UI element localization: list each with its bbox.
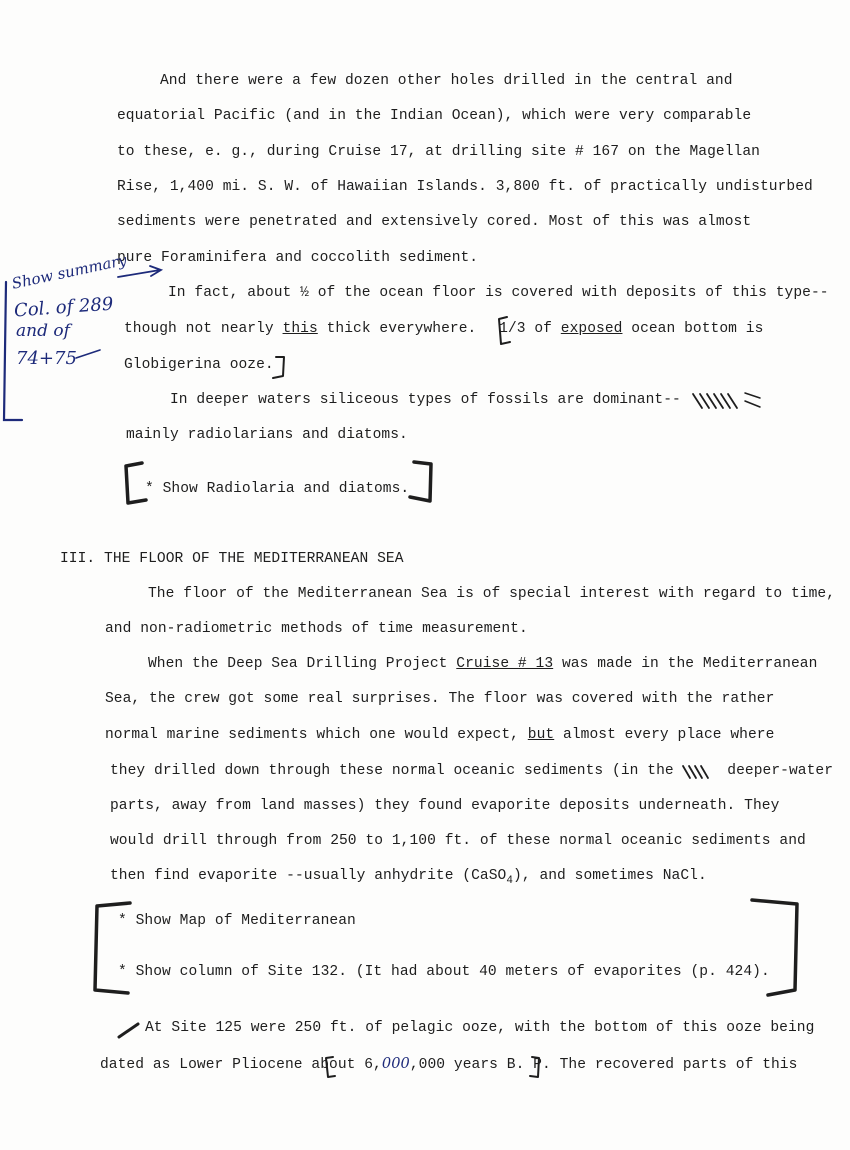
text-run: thick everywhere. <box>317 321 486 337</box>
margin-note-line: and of <box>16 321 70 341</box>
margin-note-line: Show summary <box>10 250 129 293</box>
strikeout-mark <box>693 394 737 408</box>
underlined-word: this <box>282 321 318 337</box>
text-line: Rise, 1,400 mi. S. W. of Hawaiian Islands. 3,800 ft. of practically undisturbed <box>117 179 813 195</box>
text-run: they drilled down through these normal oceanic sediments (in the <box>110 763 683 779</box>
strikeout-mark <box>745 393 760 407</box>
handwritten-correction: 000 <box>381 1055 410 1072</box>
text-line: In deeper waters siliceous types of fossils are dominant-- <box>170 392 681 408</box>
text-run: though not nearly <box>124 321 283 337</box>
underlined-word: exposed <box>560 321 623 337</box>
text-line <box>110 762 833 780</box>
text-line: parts, away from land masses) they found evaporite deposits underneath. They <box>110 798 780 814</box>
margin-note-line: 74+75 <box>16 348 77 369</box>
text-line: would drill through from 250 to 1,100 ft. of these normal oceanic sediments and <box>110 833 806 849</box>
subscript: 4 <box>506 874 514 887</box>
close-bracket-mark <box>410 462 431 501</box>
pen-stroke-mark <box>76 350 100 358</box>
text-line <box>124 320 763 338</box>
text-run: about 6, <box>311 1057 382 1073</box>
text-run: 1/3 of <box>499 321 561 337</box>
text-run: dated as Lower Pliocene <box>100 1057 312 1073</box>
margin-note-line: Col. of 289 <box>13 293 114 322</box>
show-note: * Show Radiolaria and diatoms. <box>145 481 410 497</box>
text-run: ,000 <box>409 1057 446 1073</box>
close-bracket-mark <box>273 357 284 378</box>
show-note: * Show column of Site 132. (It had about 40 meters of evaporites (p. 424). <box>118 964 770 980</box>
text-line: pure Foraminifera and coccolith sediment. <box>117 250 479 266</box>
text-run: almost every place where <box>554 727 775 743</box>
text-line: Sea, the crew got some real surprises. The floor was covered with the rather <box>105 691 775 707</box>
text-line: In fact, about ½ of the ocean floor is covered with deposits of this type-- <box>168 285 829 301</box>
text-line: to these, e. g., during Cruise 17, at drilling site # 167 on the Magellan <box>117 144 760 160</box>
text-run: The recovered parts of this <box>550 1057 798 1073</box>
text-run: then find evaporite --usually anhydrite (CaSO <box>110 868 507 884</box>
underlined-word: but <box>527 727 555 743</box>
text-run: was made in the Mediterranean <box>553 656 818 672</box>
text-run: normal marine sediments which one would expect, <box>105 727 528 743</box>
tick-mark <box>119 1024 138 1037</box>
text-run: When the Deep Sea Drilling Project <box>148 656 457 672</box>
section-heading: III. THE FLOOR OF THE MEDITERRANEAN SEA <box>60 551 404 567</box>
show-note: * Show Map of Mediterranean <box>118 913 356 929</box>
text-line <box>110 867 707 890</box>
underlined-word: Cruise # 13 <box>456 656 554 672</box>
text-line <box>105 726 774 744</box>
text-line: At Site 125 were 250 ft. of pelagic ooze, with the bottom of this ooze being <box>145 1020 815 1036</box>
text-line: Globigerina ooze. <box>124 357 274 373</box>
text-run: deeper-water <box>718 763 833 779</box>
text-run: ocean bottom is <box>622 321 764 337</box>
text-line: mainly radiolarians and diatoms. <box>126 427 408 443</box>
text-line: sediments were penetrated and extensively cored. Most of this was almost <box>117 214 752 230</box>
text-line <box>100 1055 797 1074</box>
text-run: ), and sometimes NaCl. <box>513 868 707 884</box>
text-line: The floor of the Mediterranean Sea is of special interest with regard to time, <box>148 586 835 602</box>
text-line: And there were a few dozen other holes drilled in the central and <box>160 73 733 89</box>
text-run: years B. P. <box>445 1057 551 1073</box>
text-line: equatorial Pacific (and in the Indian Ocean), which were very comparable <box>117 108 752 124</box>
open-bracket-mark <box>126 463 146 503</box>
text-line: and non-radiometric methods of time measurement. <box>105 621 528 637</box>
text-line <box>148 655 817 673</box>
